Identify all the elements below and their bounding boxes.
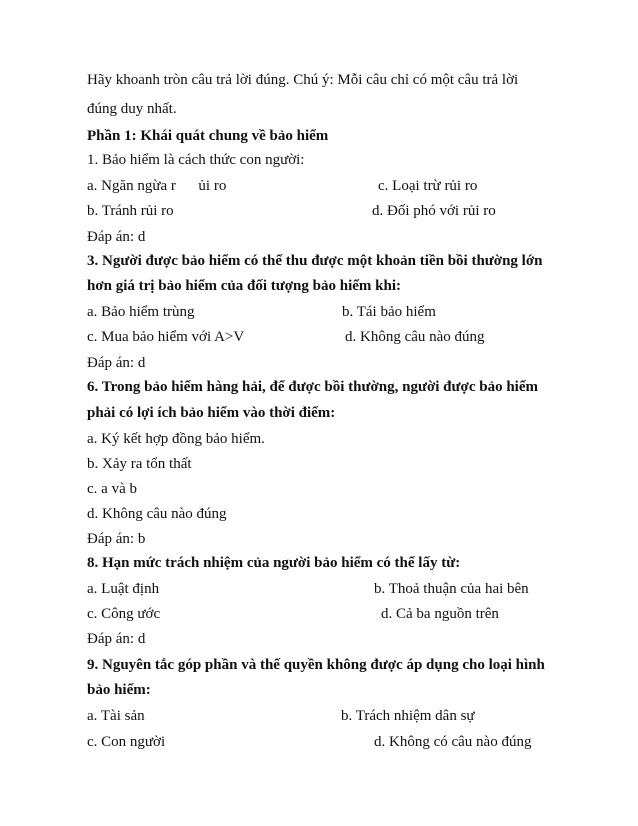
q9-question-line-1: 9. Nguyên tắc góp phần và thế quyền không được áp dụng cho loại hình (87, 657, 545, 673)
q1-option-c: c. Loại trừ rủi ro (378, 178, 478, 194)
q3-option-d: d. Không câu nào đúng (345, 329, 485, 345)
q1-question: 1. Bảo hiểm là cách thức con người: (87, 152, 305, 168)
q9-option-d: d. Không có câu nào đúng (374, 734, 532, 750)
q8-option-c: c. Công ước (87, 606, 161, 622)
q1-option-a: a. Ngăn ngừa r ủi ro (87, 178, 227, 194)
q3-answer: Đáp án: d (87, 355, 146, 371)
q3-option-c: c. Mua bảo hiểm với A>V (87, 329, 245, 345)
intro-line-1: Hãy khoanh tròn câu trả lời đúng. Chú ý: Mỗi câu chỉ có một câu trả lời (87, 72, 519, 88)
q6-answer: Đáp án: b (87, 531, 146, 547)
q3-option-a: a. Bảo hiểm trùng (87, 304, 195, 320)
q9-option-c: c. Con người (87, 734, 166, 750)
q3-option-b: b. Tái bảo hiểm (342, 304, 436, 320)
q8-option-d: d. Cả ba nguồn trên (381, 606, 499, 622)
q3-question-line-1: 3. Người được bảo hiểm có thể thu được một khoản tiền bồi thường lớn (87, 253, 543, 269)
q6-option-d: d. Không câu nào đúng (87, 506, 227, 522)
q3-question-line-2: hơn giá trị bảo hiểm của đối tượng bảo hiểm khi: (87, 278, 401, 294)
q9-option-b: b. Trách nhiệm dân sự (341, 708, 475, 724)
q1-option-b: b. Tránh rủi ro (87, 203, 174, 219)
q6-option-c: c. a và b (87, 481, 137, 497)
q6-option-b: b. Xảy ra tổn thất (87, 456, 192, 472)
q1-answer: Đáp án: d (87, 229, 146, 245)
q1-option-d: d. Đối phó với rủi ro (372, 203, 496, 219)
q6-option-a: a. Ký kết hợp đồng bảo hiểm. (87, 431, 265, 447)
q6-question-line-1: 6. Trong bảo hiểm hàng hải, để được bồi thường, người được bảo hiểm (87, 379, 538, 395)
q9-question-line-2: bảo hiểm: (87, 682, 151, 698)
q9-option-a: a. Tài sản (87, 708, 145, 724)
q6-question-line-2: phải có lợi ích bảo hiểm vào thời điểm: (87, 405, 336, 421)
q8-question: 8. Hạn mức trách nhiệm của người bảo hiểm có thể lấy từ: (87, 555, 461, 571)
q8-option-a: a. Luật định (87, 581, 160, 597)
intro-line-2: đúng duy nhất. (87, 101, 177, 117)
q8-option-b: b. Thoả thuận của hai bên (374, 581, 529, 597)
q8-answer: Đáp án: d (87, 631, 146, 647)
section-1-title: Phần 1: Khái quát chung về bảo hiểm (87, 128, 329, 144)
